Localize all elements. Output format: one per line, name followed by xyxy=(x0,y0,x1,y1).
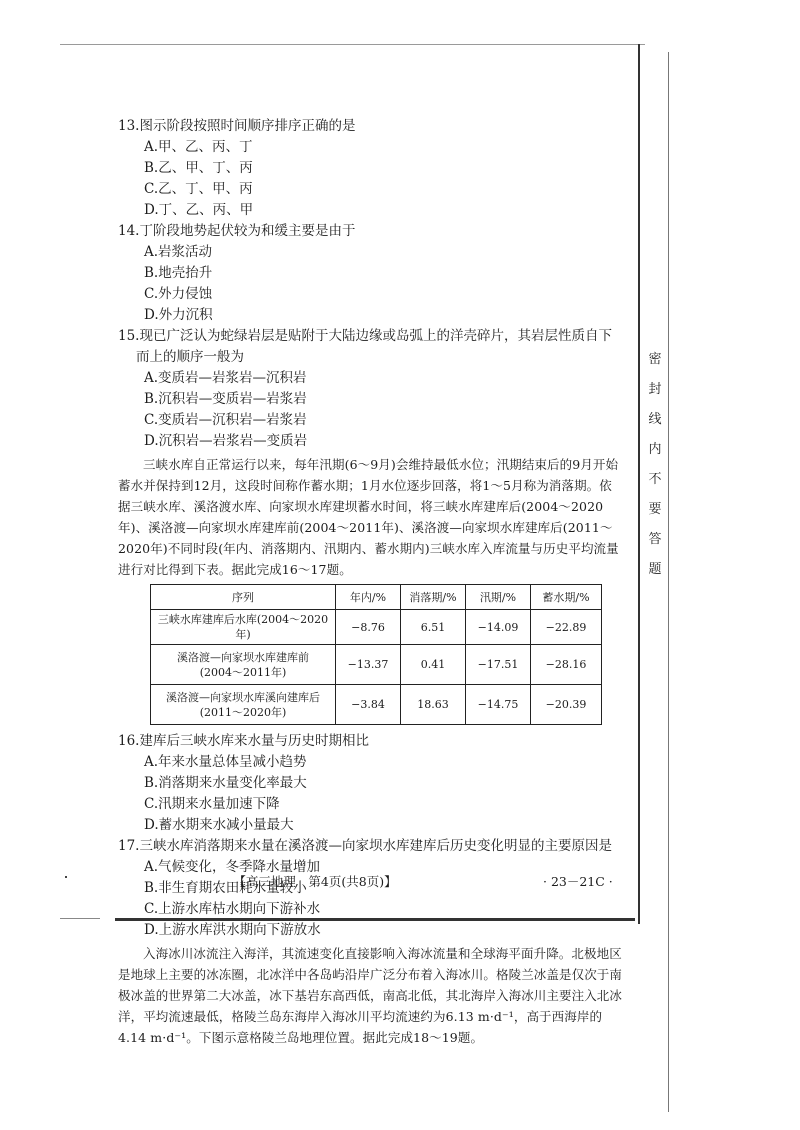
option-b: B.地壳抬升 xyxy=(144,265,213,281)
table-cell: −22.89 xyxy=(531,610,602,645)
passage-reservoir: 三峡水库自正常运行以来，每年汛期(6～9月)会维持最低水位；汛期结束后的9月开始蓄水并保持到12月，这段时间称作蓄水期；1月水位逐步回落，将1～5月称为消落期。依据三峡水库、溪洛渡水库、向家坝水库建坝蓄水时间，将三峡水库建库后(2004～2020年)、溪洛渡—向家坝水库建库前(2004～2011年)、溪洛渡—向家坝水库建库后(2011～2020年)不同时段(年内、消落期内、汛期内、蓄水期内)三峡水库入库流量与历史平均流量进行对比得到下表。据此完成16～17题。 xyxy=(118,457,619,577)
binding-line-outer xyxy=(668,52,669,1112)
option-d: D.蓄水期来水减小量最大 xyxy=(144,817,294,833)
seal-char: 答 xyxy=(648,532,662,547)
seal-char: 线 xyxy=(648,412,662,427)
footer-code: · 23－21C · xyxy=(543,874,613,889)
option-c: C.变质岩—沉积岩—岩浆岩 xyxy=(144,412,307,428)
seal-char: 题 xyxy=(648,562,662,577)
option-d: D.外力沉积 xyxy=(144,307,213,323)
seal-char: 封 xyxy=(648,382,662,397)
option-a: A.甲、乙、丙、丁 xyxy=(144,139,253,155)
table-header: 年内/% xyxy=(336,585,401,610)
table-cell: 0.41 xyxy=(401,645,466,685)
passage-greenland: 入海冰川冰流注入海洋，其流速变化直接影响入海冰流量和全球海平面升降。北极地区是地球上主要的冰冻圈，北冰洋中各岛屿沿岸广泛分布着入海冰川。格陵兰冰盖是仅次于南极冰盖的世界第二大冰盖，冰下基岩东高西低，南高北低，其北海岸入海冰川主要注入北冰洋，平均流速最低，格陵兰岛东海岸入海冰川平均流速约为6.13 m·d⁻¹，高于西海岸的4.14 m·d⁻¹。下图示意格陵兰岛地理位置。据此完成18～19题。 xyxy=(118,946,623,1045)
inflow-comparison-table xyxy=(150,584,602,725)
row-label-line1: 三峡水库建库后水库(2004～2020年) xyxy=(157,613,329,641)
table-row xyxy=(151,685,602,725)
option-b: B.沉积岩—变质岩—岩浆岩 xyxy=(144,391,307,407)
side-seal-text xyxy=(646,345,664,585)
question-15-options xyxy=(118,368,623,452)
option-b: B.消落期来水量变化率最大 xyxy=(144,775,307,791)
option-c: C.汛期来水量加速下降 xyxy=(144,796,280,812)
table-cell: −17.51 xyxy=(466,645,531,685)
table-cell: −3.84 xyxy=(336,685,401,725)
option-d: D.沉积岩—岩浆岩—变质岩 xyxy=(144,433,308,449)
option-a: A.岩浆活动 xyxy=(144,244,213,260)
question-14-stem: 14.丁阶段地势起伏较为和缓主要是由于 xyxy=(118,223,356,239)
seal-char: 密 xyxy=(648,352,662,367)
table-cell: −14.09 xyxy=(466,610,531,645)
scan-speck xyxy=(65,876,67,878)
footer-title: 【高三地理 第4页(共8页)】 xyxy=(233,874,397,889)
seal-char: 内 xyxy=(648,442,662,457)
question-13-options xyxy=(118,137,623,221)
question-17-stem: 17.三峡水库消落期来水量在溪洛渡—向家坝水库建库后历史变化明显的主要原因是 xyxy=(118,838,612,854)
bottom-rule xyxy=(115,918,635,921)
question-17-options xyxy=(118,857,623,941)
table-header: 汛期/% xyxy=(466,585,531,610)
bottom-rule-left xyxy=(60,918,100,919)
question-13-stem: 13.图示阶段按照时间顺序排序正确的是 xyxy=(118,118,356,134)
seal-char: 要 xyxy=(648,502,662,517)
table-cell: −14.75 xyxy=(466,685,531,725)
row-label-line1: 溪洛渡—向家坝水库建库前 xyxy=(177,650,309,664)
option-a: A.变质岩—岩浆岩—沉积岩 xyxy=(144,370,307,386)
question-14-options xyxy=(118,242,623,326)
table-header: 序列 xyxy=(151,585,336,610)
question-16-stem: 16.建库后三峡水库来水量与历史时期相比 xyxy=(118,733,369,749)
question-15-stem: 15.现已广泛认为蛇绿岩层是贴附于大陆边缘或岛弧上的洋壳碎片，其岩层性质自下而上的顺序一般为 xyxy=(118,328,612,365)
table-cell: −8.76 xyxy=(336,610,401,645)
option-b: B.非生育期农田耗水量较小 xyxy=(144,880,307,896)
table-row xyxy=(151,610,602,645)
table-cell: −20.39 xyxy=(531,685,602,725)
option-a: A.年来水量总体呈减小趋势 xyxy=(144,754,307,770)
option-a: A.气候变化，冬季降水量增加 xyxy=(144,859,321,875)
table-cell: −13.37 xyxy=(336,645,401,685)
row-label-line2: (2011～2020年) xyxy=(199,705,287,719)
table-row-label xyxy=(151,645,336,685)
option-d: D.上游水库洪水期向下游放水 xyxy=(144,922,321,938)
option-c: C.上游水库枯水期向下游补水 xyxy=(144,901,321,917)
table-cell: −28.16 xyxy=(531,645,602,685)
table-header-row xyxy=(151,585,602,610)
question-16-options xyxy=(118,752,623,836)
exam-content xyxy=(118,116,623,1048)
table-row-label xyxy=(151,685,336,725)
option-c: C.乙、丁、甲、丙 xyxy=(144,181,253,197)
option-b: B.乙、甲、丁、丙 xyxy=(144,160,253,176)
binding-line xyxy=(638,44,640,924)
top-rule xyxy=(60,44,645,45)
table-cell: 6.51 xyxy=(401,610,466,645)
option-d: D.丁、乙、丙、甲 xyxy=(144,202,254,218)
row-label-line1: 溪洛渡—向家坝水库溪向建库后 xyxy=(166,690,320,704)
table-row-label xyxy=(151,610,336,645)
row-label-line2: (2004～2011年) xyxy=(199,665,287,679)
table-cell: 18.63 xyxy=(401,685,466,725)
option-c: C.外力侵蚀 xyxy=(144,286,213,302)
table-header: 消落期/% xyxy=(401,585,466,610)
table-row xyxy=(151,645,602,685)
seal-char: 不 xyxy=(648,472,662,487)
table-header: 蓄水期/% xyxy=(531,585,602,610)
